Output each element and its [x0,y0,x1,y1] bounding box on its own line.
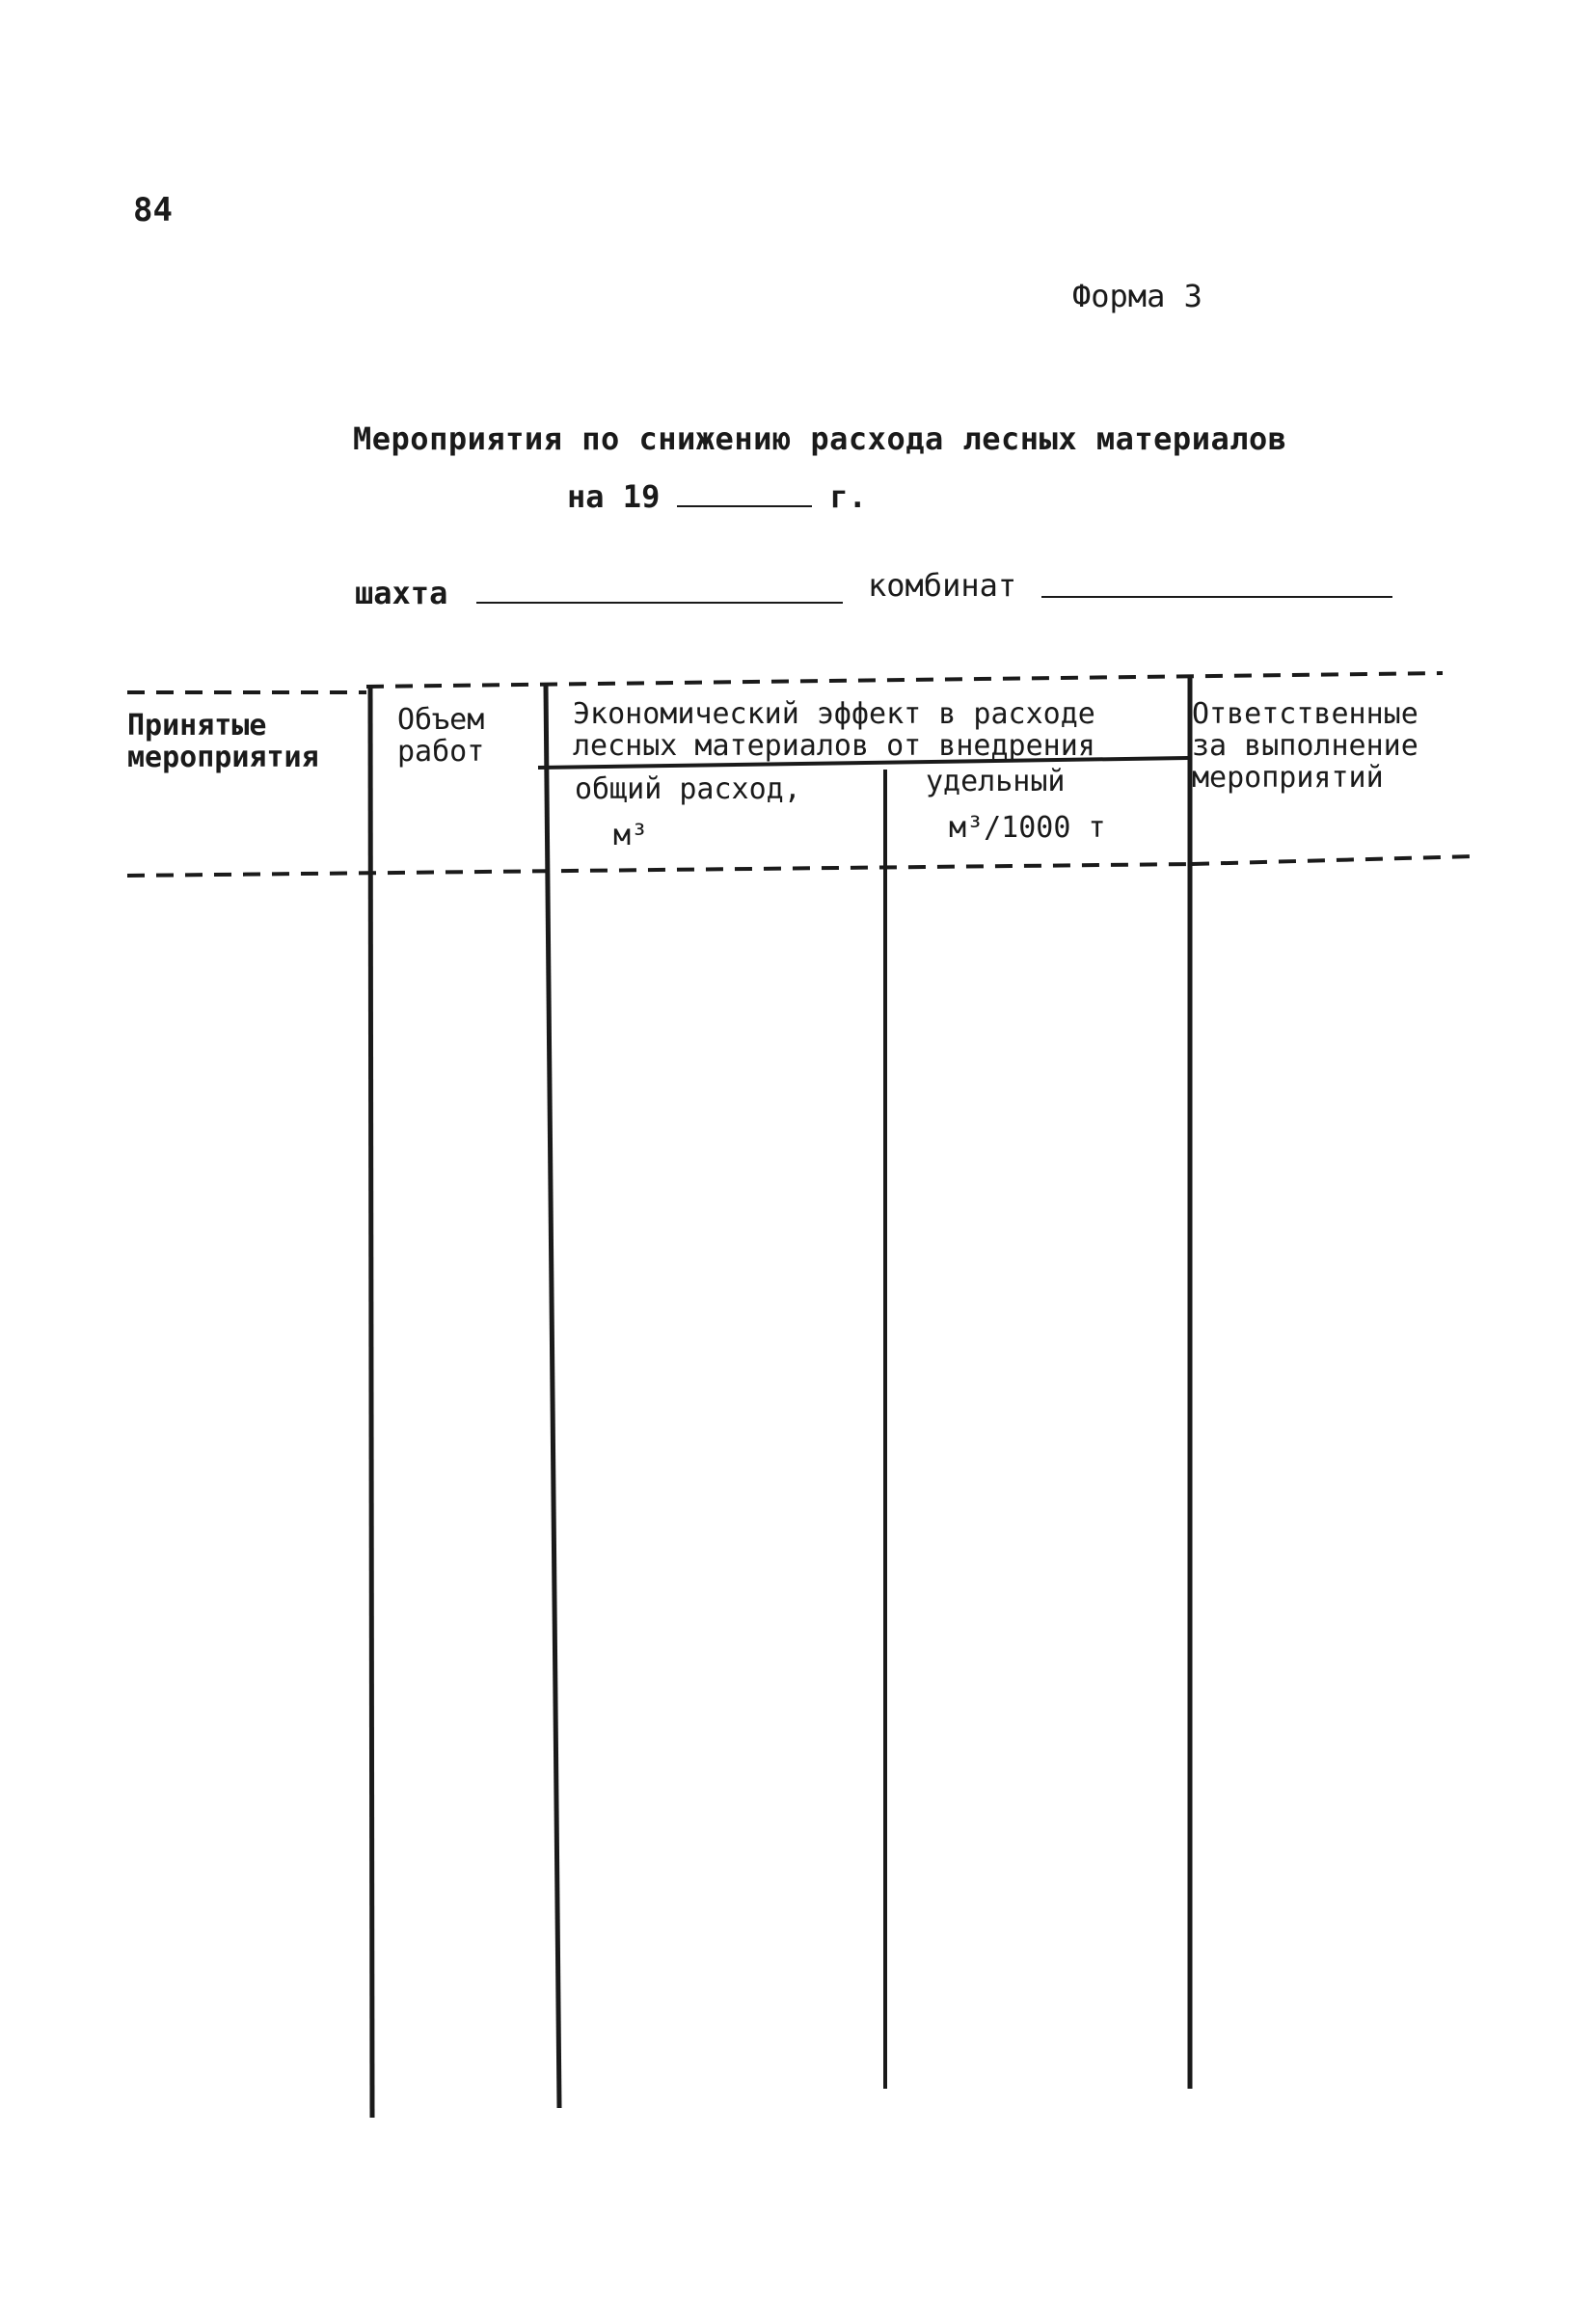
mine-label: шахта [355,575,448,611]
header-resp-line3: мероприятий [1192,761,1384,795]
year-suffix: г. [829,478,867,515]
header-econ-line1: Экономический эффект в расходе [573,697,1095,731]
table-top-border-right [366,673,1443,687]
header-resp-line1: Ответственные [1192,697,1418,731]
header-volume [397,704,484,768]
header-volume-line2: работ [397,735,485,769]
divider-volume-econ [546,685,559,2108]
subheader-specific-unit: м³/1000 т [949,811,1106,845]
subheader-total-unit: м³ [613,819,649,852]
table-header-bottom-border [127,864,1192,876]
document-title: Мероприятия по снижению расхода лесных материалов [353,420,1287,457]
form-label: Форма 3 [1072,278,1202,314]
header-measures-line2: мероприятия [127,741,319,774]
header-resp-line2: за выполнение [1192,729,1418,763]
subheader-total-consumption: общий расход, [575,772,801,806]
header-measures [127,710,319,773]
header-measures-line1: Принятые [127,709,267,743]
divider-measures-volume [370,687,372,2118]
combine-label: комбинат [868,567,1017,604]
year-prefix: на 19 [567,478,661,515]
header-econ-line2: лесных материалов от внедрения [573,729,1095,763]
subheader-specific: удельный [926,765,1066,798]
page-number: 84 [133,191,173,230]
header-volume-line1: Объем [397,703,485,737]
header-responsible [1192,698,1418,794]
table-header-bottom-border-right [1192,856,1475,864]
header-econ-effect [573,698,1095,762]
